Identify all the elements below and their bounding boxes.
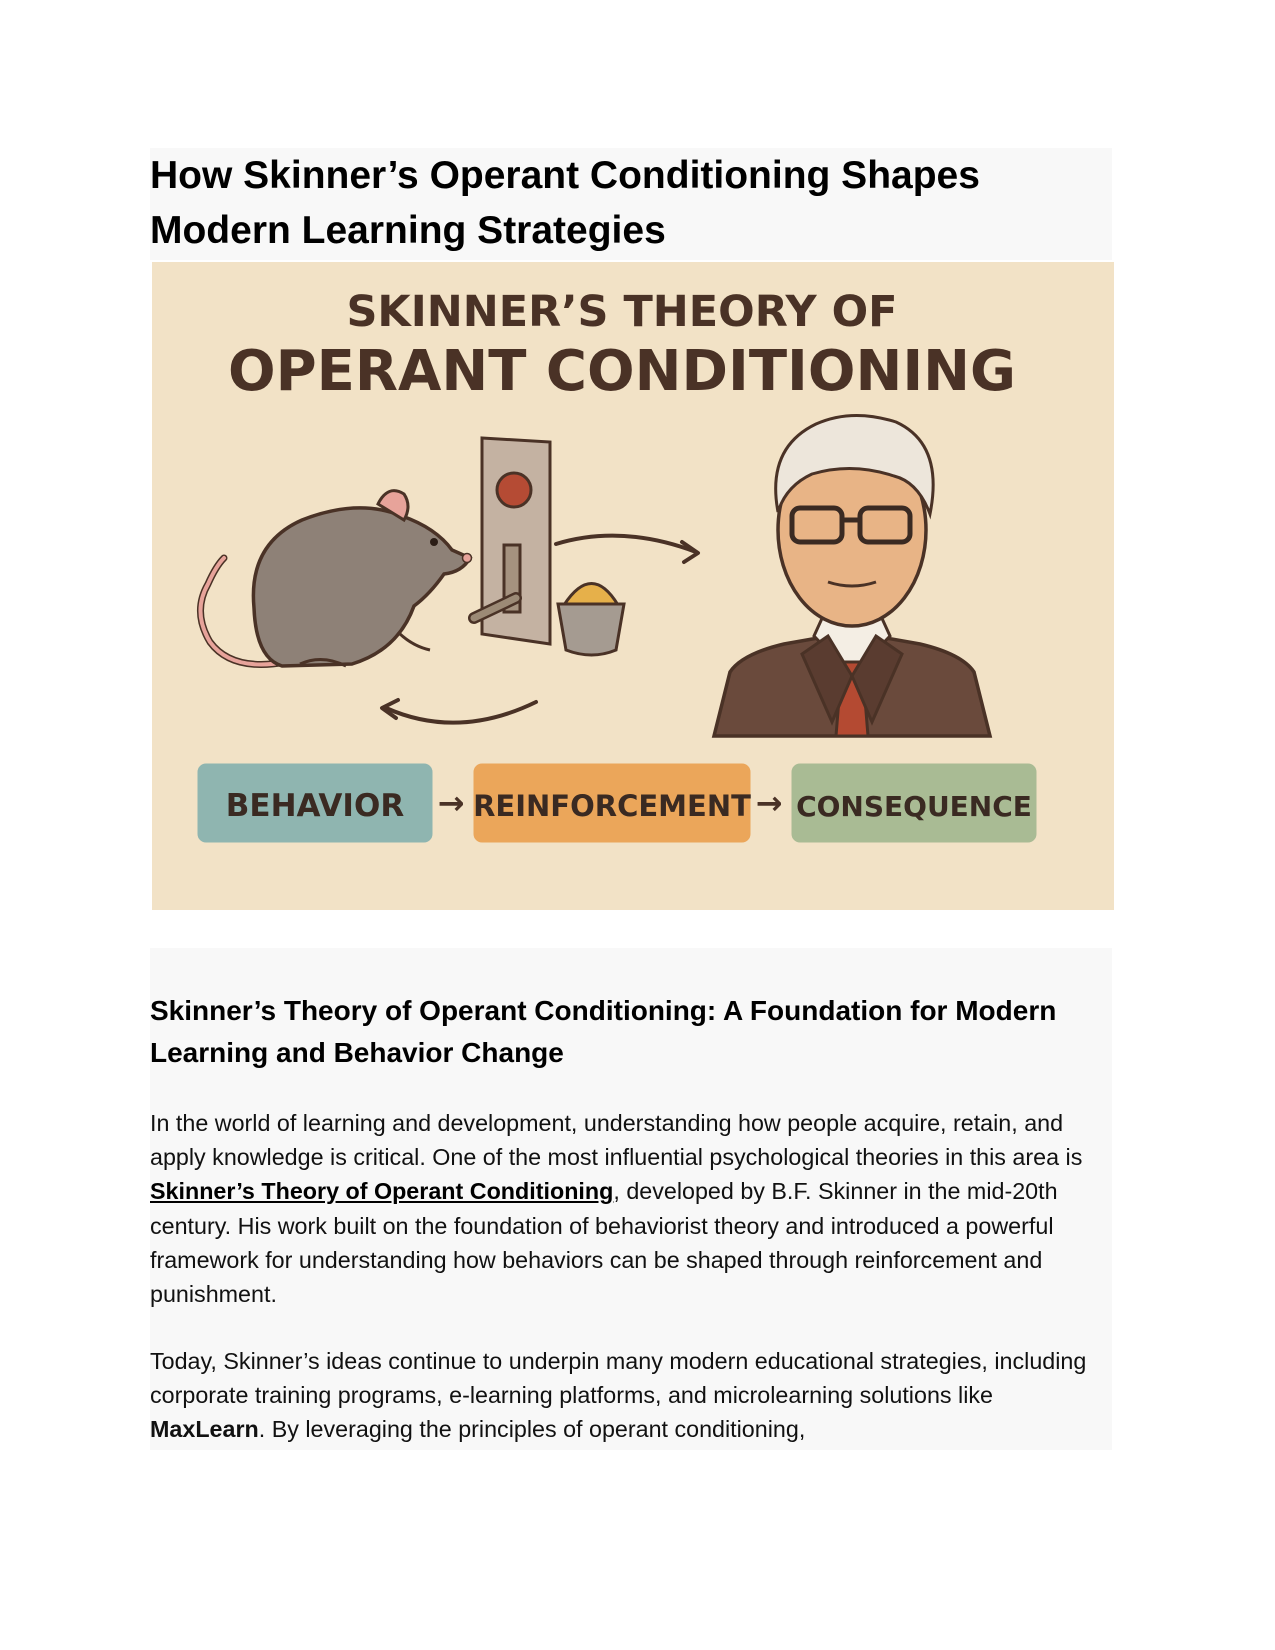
- paragraph-intro: [150, 1106, 1112, 1311]
- paragraph-modern-text-start: Today, Skinner’s ideas continue to underpin many modern educational strategies, including corporate training programs, e-learning platforms, and microlearning solutions like: [150, 1348, 1087, 1409]
- paragraph-intro-text-end: , developed by B.F. Skinner in the mid-20th century. His work built on the foundation of behaviorist theory and introduced a powerful framework for understanding how behaviors can be shaped through reinforcement and punishment.: [150, 1178, 1058, 1308]
- flow-step-reinforcement-label: REINFORCEMENT: [473, 789, 751, 823]
- header-illustration: [152, 262, 1114, 910]
- paragraph-modern: [150, 1344, 1112, 1447]
- figure-title-line1: SKINNER’S THEORY OF: [346, 287, 898, 337]
- flow-step-consequence: [792, 764, 1036, 842]
- figure-title-line2: OPERANT CONDITIONING: [228, 339, 1016, 404]
- lever-panel: [474, 438, 550, 644]
- flow-step-behavior: [198, 764, 432, 842]
- page-title: How Skinner’s Operant Conditioning Shapes Modern Learning Strategies: [150, 154, 980, 252]
- flow-step-consequence-label: CONSEQUENCE: [796, 790, 1032, 823]
- brand-name: MaxLearn: [150, 1416, 259, 1443]
- flow-step-reinforcement: [473, 764, 751, 842]
- paragraph-intro-text-start: In the world of learning and development, understanding how people acquire, retain, and apply knowledge is critical. One of the most influential psychological theories in this area is: [150, 1110, 1083, 1171]
- article-body: [150, 948, 1112, 1450]
- flow-step-behavior-label: BEHAVIOR: [225, 788, 405, 824]
- section-heading: Skinner’s Theory of Operant Conditioning: A Foundation for Modern Learning and Behavior Change: [150, 995, 1057, 1068]
- theory-link[interactable]: Skinner’s Theory of Operant Conditioning: [150, 1178, 614, 1205]
- flow-arrow-1: →: [437, 784, 465, 822]
- paragraph-modern-text-end: . By leveraging the principles of operant conditioning,: [258, 1416, 806, 1443]
- title-block: [150, 148, 1112, 260]
- flow-arrow-2: →: [755, 784, 783, 822]
